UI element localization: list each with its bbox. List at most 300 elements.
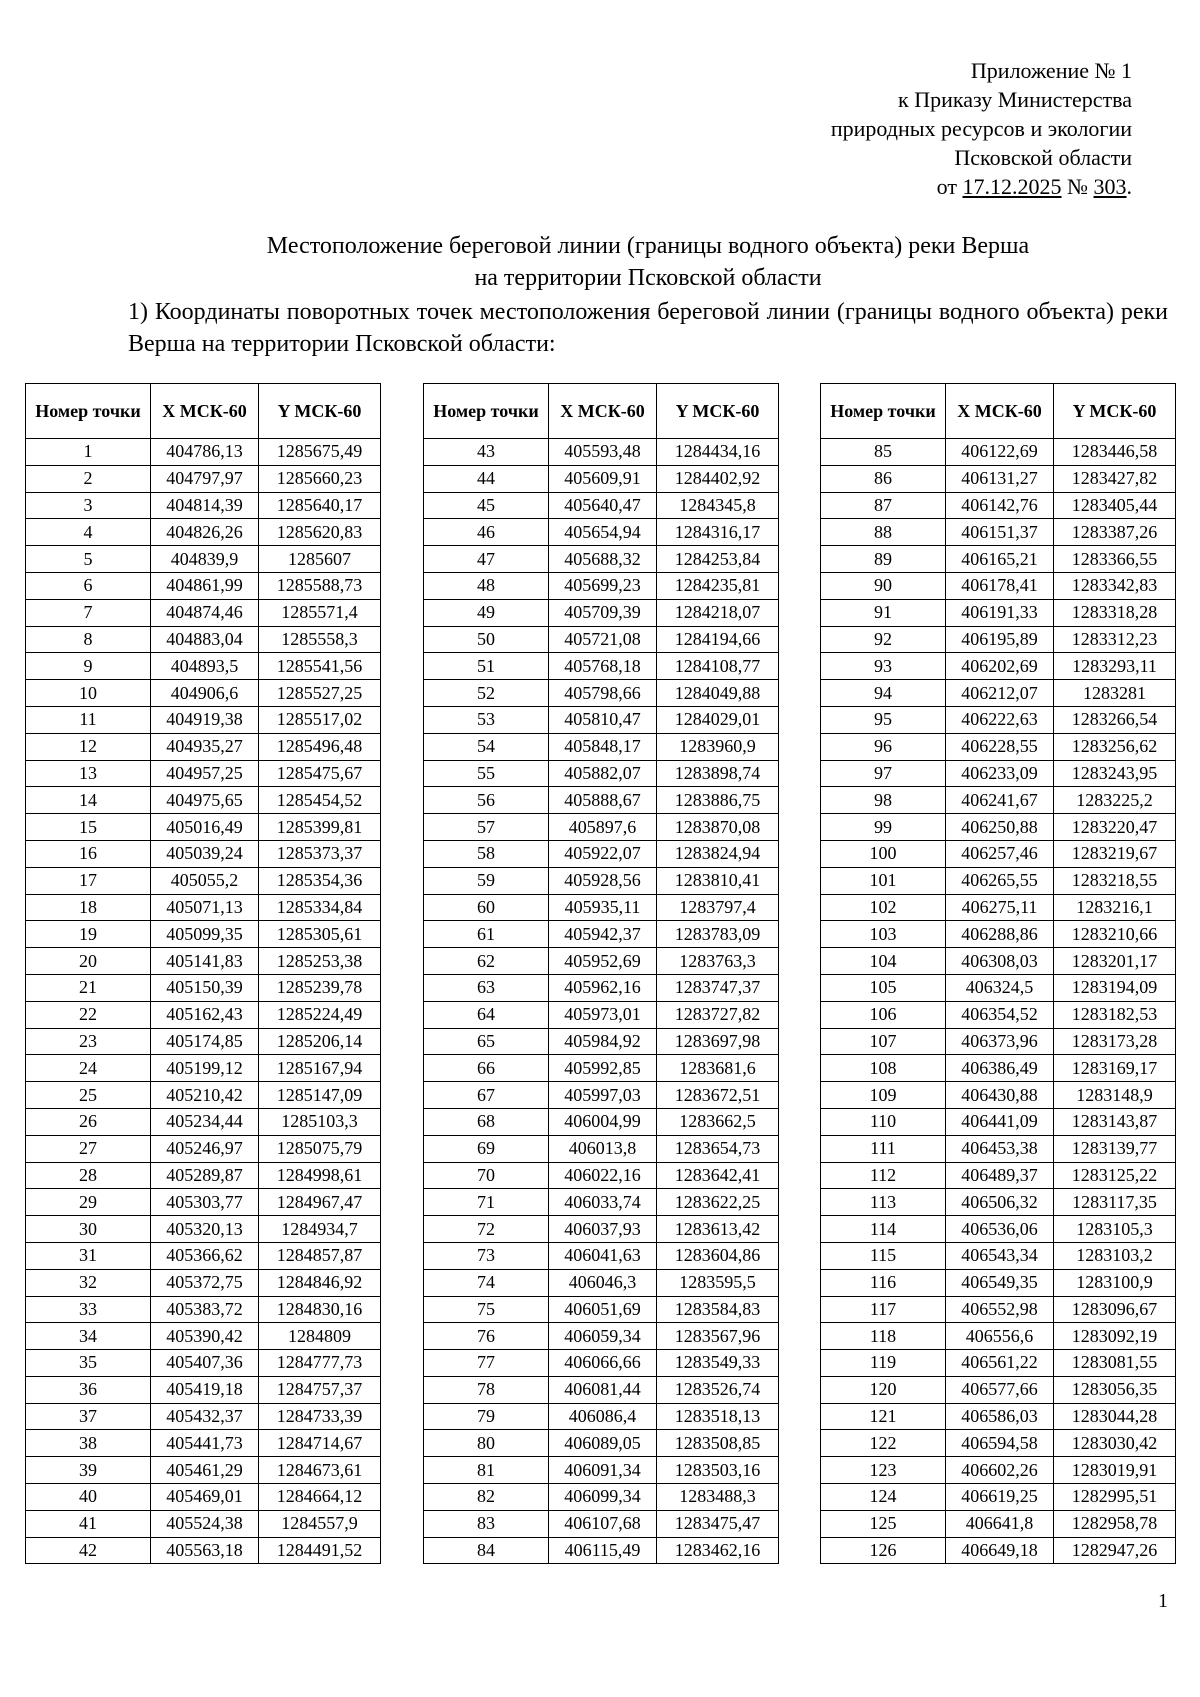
- y-coordinate-cell: 1283096,67: [1054, 1296, 1176, 1323]
- x-coordinate-cell: 405441,73: [151, 1430, 259, 1457]
- y-coordinate-cell: 1285334,84: [259, 894, 381, 921]
- table-row: [424, 814, 779, 841]
- table-row: [26, 1350, 381, 1377]
- table-row: [821, 1082, 1176, 1109]
- point-number-cell: 57: [424, 814, 549, 841]
- y-coordinate-cell: 1283604,86: [657, 1242, 779, 1269]
- x-coordinate-cell: 406033,74: [549, 1189, 657, 1216]
- x-coordinate-cell: 405469,01: [151, 1484, 259, 1511]
- x-coordinate-cell: 406619,25: [946, 1484, 1054, 1511]
- header-point-number: Номер точки: [26, 384, 151, 439]
- point-number-cell: 51: [424, 653, 549, 680]
- point-number-cell: 54: [424, 733, 549, 760]
- point-number-cell: 66: [424, 1055, 549, 1082]
- y-coordinate-cell: 1283293,11: [1054, 653, 1176, 680]
- point-number-cell: 43: [424, 439, 549, 466]
- header-suffix: .: [1126, 174, 1132, 199]
- table-row: [26, 492, 381, 519]
- table-row: [26, 1162, 381, 1189]
- point-number-cell: 17: [26, 867, 151, 894]
- x-coordinate-cell: 406013,8: [549, 1135, 657, 1162]
- x-coordinate-cell: 404893,5: [151, 653, 259, 680]
- point-number-cell: 92: [821, 626, 946, 653]
- x-coordinate-cell: 406066,66: [549, 1350, 657, 1377]
- y-coordinate-cell: 1285620,83: [259, 519, 381, 546]
- y-coordinate-cell: 1283526,74: [657, 1376, 779, 1403]
- table-row: [424, 1430, 779, 1457]
- y-coordinate-cell: 1285305,61: [259, 921, 381, 948]
- y-coordinate-cell: 1285640,17: [259, 492, 381, 519]
- x-coordinate-cell: 406308,03: [946, 948, 1054, 975]
- header-line-region: Псковской области: [954, 145, 1132, 170]
- x-coordinate-cell: 405246,97: [151, 1135, 259, 1162]
- table-row: [821, 894, 1176, 921]
- y-coordinate-cell: 1284809: [259, 1323, 381, 1350]
- x-coordinate-cell: 405432,37: [151, 1403, 259, 1430]
- point-number-cell: 32: [26, 1269, 151, 1296]
- x-coordinate-cell: 405383,72: [151, 1296, 259, 1323]
- y-coordinate-cell: 1283747,37: [657, 974, 779, 1001]
- x-coordinate-cell: 406212,07: [946, 680, 1054, 707]
- y-coordinate-cell: 1283125,22: [1054, 1162, 1176, 1189]
- x-coordinate-cell: 405848,17: [549, 733, 657, 760]
- table-row: [424, 1376, 779, 1403]
- y-coordinate-cell: 1283100,9: [1054, 1269, 1176, 1296]
- x-coordinate-cell: 406041,63: [549, 1242, 657, 1269]
- coordinates-table-3: [820, 383, 1176, 1564]
- point-number-cell: 81: [424, 1457, 549, 1484]
- x-coordinate-cell: 405882,07: [549, 760, 657, 787]
- table-row: [821, 921, 1176, 948]
- y-coordinate-cell: 1283662,5: [657, 1108, 779, 1135]
- y-coordinate-cell: 1284253,84: [657, 546, 779, 573]
- header-y-coordinate: Y МСК-60: [1054, 384, 1176, 439]
- table-row: [821, 1376, 1176, 1403]
- x-coordinate-cell: 405992,85: [549, 1055, 657, 1082]
- table-row: [821, 1296, 1176, 1323]
- x-coordinate-cell: 404919,38: [151, 706, 259, 733]
- table-row: [26, 948, 381, 975]
- x-coordinate-cell: 405524,38: [151, 1510, 259, 1537]
- point-number-cell: 62: [424, 948, 549, 975]
- table-row: [821, 760, 1176, 787]
- x-coordinate-cell: 406046,3: [549, 1269, 657, 1296]
- y-coordinate-cell: 1285103,3: [259, 1108, 381, 1135]
- table-row: [821, 948, 1176, 975]
- table-row: [424, 519, 779, 546]
- table-row: [821, 1510, 1176, 1537]
- point-number-cell: 71: [424, 1189, 549, 1216]
- x-coordinate-cell: 406142,76: [946, 492, 1054, 519]
- table-header-row: [424, 384, 779, 439]
- x-coordinate-cell: 404957,25: [151, 760, 259, 787]
- y-coordinate-cell: 1285224,49: [259, 1001, 381, 1028]
- point-number-cell: 115: [821, 1242, 946, 1269]
- y-coordinate-cell: 1284218,07: [657, 599, 779, 626]
- y-coordinate-cell: 1285373,37: [259, 840, 381, 867]
- y-coordinate-cell: 1283216,1: [1054, 894, 1176, 921]
- y-coordinate-cell: 1283148,9: [1054, 1082, 1176, 1109]
- y-coordinate-cell: 1283105,3: [1054, 1216, 1176, 1243]
- y-coordinate-cell: 1283462,16: [657, 1537, 779, 1564]
- point-number-cell: 101: [821, 867, 946, 894]
- x-coordinate-cell: 406649,18: [946, 1537, 1054, 1564]
- x-coordinate-cell: 406165,21: [946, 546, 1054, 573]
- x-coordinate-cell: 406594,58: [946, 1430, 1054, 1457]
- table-row: [26, 1216, 381, 1243]
- y-coordinate-cell: 1283256,62: [1054, 733, 1176, 760]
- table-row: [26, 599, 381, 626]
- table-row: [821, 706, 1176, 733]
- y-coordinate-cell: 1284029,01: [657, 706, 779, 733]
- table-row: [26, 1135, 381, 1162]
- y-coordinate-cell: 1283672,51: [657, 1082, 779, 1109]
- point-number-cell: 15: [26, 814, 151, 841]
- x-coordinate-cell: 405563,18: [151, 1537, 259, 1564]
- x-coordinate-cell: 404826,26: [151, 519, 259, 546]
- y-coordinate-cell: 1285496,48: [259, 733, 381, 760]
- table-row: [821, 1269, 1176, 1296]
- table-row: [821, 867, 1176, 894]
- table-row: [26, 867, 381, 894]
- point-number-cell: 60: [424, 894, 549, 921]
- point-number-cell: 3: [26, 492, 151, 519]
- point-number-cell: 28: [26, 1162, 151, 1189]
- x-coordinate-cell: 404786,13: [151, 439, 259, 466]
- x-coordinate-cell: 405973,01: [549, 1001, 657, 1028]
- x-coordinate-cell: 406489,37: [946, 1162, 1054, 1189]
- table-row: [26, 680, 381, 707]
- y-coordinate-cell: 1284049,88: [657, 680, 779, 707]
- point-number-cell: 117: [821, 1296, 946, 1323]
- point-number-cell: 67: [424, 1082, 549, 1109]
- point-number-cell: 59: [424, 867, 549, 894]
- y-coordinate-cell: 1284846,92: [259, 1269, 381, 1296]
- x-coordinate-cell: 404883,04: [151, 626, 259, 653]
- y-coordinate-cell: 1283697,98: [657, 1028, 779, 1055]
- x-coordinate-cell: 405997,03: [549, 1082, 657, 1109]
- table-row: [821, 1028, 1176, 1055]
- x-coordinate-cell: 405390,42: [151, 1323, 259, 1350]
- table-row: [26, 1484, 381, 1511]
- point-number-cell: 52: [424, 680, 549, 707]
- x-coordinate-cell: 405372,75: [151, 1269, 259, 1296]
- table-header-row: [26, 384, 381, 439]
- x-coordinate-cell: 406536,06: [946, 1216, 1054, 1243]
- y-coordinate-cell: 1284934,7: [259, 1216, 381, 1243]
- table-row: [26, 921, 381, 948]
- y-coordinate-cell: 1284235,81: [657, 572, 779, 599]
- section-heading: 1) Координаты поворотных точек местоположения береговой линии (границы водного объекта) реки Верша на территории Псковской области:: [128, 299, 1168, 357]
- x-coordinate-cell: 405289,87: [151, 1162, 259, 1189]
- y-coordinate-cell: 1284757,37: [259, 1376, 381, 1403]
- table-row: [424, 1296, 779, 1323]
- table-row: [821, 439, 1176, 466]
- x-coordinate-cell: 406131,27: [946, 465, 1054, 492]
- table-row: [424, 626, 779, 653]
- y-coordinate-cell: 1284777,73: [259, 1350, 381, 1377]
- header-line-order: к Приказу Министерства: [898, 87, 1132, 112]
- y-coordinate-cell: 1283584,83: [657, 1296, 779, 1323]
- x-coordinate-cell: 406051,69: [549, 1296, 657, 1323]
- point-number-cell: 56: [424, 787, 549, 814]
- y-coordinate-cell: 1285147,09: [259, 1082, 381, 1109]
- x-coordinate-cell: 406561,22: [946, 1350, 1054, 1377]
- point-number-cell: 110: [821, 1108, 946, 1135]
- point-number-cell: 125: [821, 1510, 946, 1537]
- x-coordinate-cell: 405699,23: [549, 572, 657, 599]
- point-number-cell: 39: [26, 1457, 151, 1484]
- y-coordinate-cell: 1284664,12: [259, 1484, 381, 1511]
- point-number-cell: 63: [424, 974, 549, 1001]
- table-row: [26, 1189, 381, 1216]
- y-coordinate-cell: 1283366,55: [1054, 546, 1176, 573]
- y-coordinate-cell: 1283427,82: [1054, 465, 1176, 492]
- table-row: [821, 1537, 1176, 1564]
- point-number-cell: 44: [424, 465, 549, 492]
- point-number-cell: 89: [821, 546, 946, 573]
- table-row: [26, 894, 381, 921]
- y-coordinate-cell: 1283092,19: [1054, 1323, 1176, 1350]
- header-line-ministry: природных ресурсов и экологии: [830, 116, 1132, 141]
- table-row: [26, 546, 381, 573]
- x-coordinate-cell: 406037,93: [549, 1216, 657, 1243]
- y-coordinate-cell: 1283220,47: [1054, 814, 1176, 841]
- y-coordinate-cell: 1283503,16: [657, 1457, 779, 1484]
- x-coordinate-cell: 405055,2: [151, 867, 259, 894]
- y-coordinate-cell: 1284714,67: [259, 1430, 381, 1457]
- y-coordinate-cell: 1284998,61: [259, 1162, 381, 1189]
- point-number-cell: 88: [821, 519, 946, 546]
- y-coordinate-cell: 1283886,75: [657, 787, 779, 814]
- x-coordinate-cell: 405897,6: [549, 814, 657, 841]
- point-number-cell: 79: [424, 1403, 549, 1430]
- x-coordinate-cell: 405709,39: [549, 599, 657, 626]
- y-coordinate-cell: 1283727,82: [657, 1001, 779, 1028]
- y-coordinate-cell: 1283567,96: [657, 1323, 779, 1350]
- point-number-cell: 119: [821, 1350, 946, 1377]
- table-row: [26, 1001, 381, 1028]
- table-row: [821, 1403, 1176, 1430]
- table-row: [821, 1162, 1176, 1189]
- point-number-cell: 27: [26, 1135, 151, 1162]
- y-coordinate-cell: 1285167,94: [259, 1055, 381, 1082]
- table-row: [26, 519, 381, 546]
- table-row: [424, 1082, 779, 1109]
- x-coordinate-cell: 406202,69: [946, 653, 1054, 680]
- table-row: [821, 599, 1176, 626]
- table-row: [26, 1510, 381, 1537]
- table-row: [821, 814, 1176, 841]
- x-coordinate-cell: 405141,83: [151, 948, 259, 975]
- point-number-cell: 126: [821, 1537, 946, 1564]
- table-row: [26, 1055, 381, 1082]
- point-number-cell: 53: [424, 706, 549, 733]
- x-coordinate-cell: 405654,94: [549, 519, 657, 546]
- table-row: [26, 760, 381, 787]
- y-coordinate-cell: 1285206,14: [259, 1028, 381, 1055]
- header-date-prefix: от: [936, 174, 957, 199]
- point-number-cell: 19: [26, 921, 151, 948]
- x-coordinate-cell: 406354,52: [946, 1001, 1054, 1028]
- x-coordinate-cell: 405234,44: [151, 1108, 259, 1135]
- point-number-cell: 74: [424, 1269, 549, 1296]
- x-coordinate-cell: 405922,07: [549, 840, 657, 867]
- x-coordinate-cell: 405366,62: [151, 1242, 259, 1269]
- table-row: [821, 733, 1176, 760]
- point-number-cell: 83: [424, 1510, 549, 1537]
- y-coordinate-cell: 1285475,67: [259, 760, 381, 787]
- point-number-cell: 124: [821, 1484, 946, 1511]
- table-row: [26, 1323, 381, 1350]
- y-coordinate-cell: 1282947,26: [1054, 1537, 1176, 1564]
- x-coordinate-cell: 404814,39: [151, 492, 259, 519]
- table-row: [26, 1403, 381, 1430]
- y-coordinate-cell: 1283056,35: [1054, 1376, 1176, 1403]
- y-coordinate-cell: 1283870,08: [657, 814, 779, 841]
- point-number-cell: 11: [26, 706, 151, 733]
- x-coordinate-cell: 406324,5: [946, 974, 1054, 1001]
- point-number-cell: 18: [26, 894, 151, 921]
- y-coordinate-cell: 1283312,23: [1054, 626, 1176, 653]
- table-row: [821, 787, 1176, 814]
- table-row: [821, 572, 1176, 599]
- x-coordinate-cell: 406022,16: [549, 1162, 657, 1189]
- point-number-cell: 73: [424, 1242, 549, 1269]
- table-row: [821, 1216, 1176, 1243]
- point-number-cell: 100: [821, 840, 946, 867]
- x-coordinate-cell: 406233,09: [946, 760, 1054, 787]
- y-coordinate-cell: 1283960,9: [657, 733, 779, 760]
- x-coordinate-cell: 406115,49: [549, 1537, 657, 1564]
- point-number-cell: 61: [424, 921, 549, 948]
- table-row: [26, 1108, 381, 1135]
- table-row: [821, 1108, 1176, 1135]
- x-coordinate-cell: 405609,91: [549, 465, 657, 492]
- x-coordinate-cell: 406602,26: [946, 1457, 1054, 1484]
- y-coordinate-cell: 1283143,87: [1054, 1108, 1176, 1135]
- point-number-cell: 75: [424, 1296, 549, 1323]
- table-row: [424, 1510, 779, 1537]
- header-y-coordinate: Y МСК-60: [259, 384, 381, 439]
- point-number-cell: 104: [821, 948, 946, 975]
- point-number-cell: 103: [821, 921, 946, 948]
- x-coordinate-cell: 406265,55: [946, 867, 1054, 894]
- table-row: [424, 1269, 779, 1296]
- y-coordinate-cell: 1283783,09: [657, 921, 779, 948]
- point-number-cell: 120: [821, 1376, 946, 1403]
- table-row: [424, 1350, 779, 1377]
- point-number-cell: 24: [26, 1055, 151, 1082]
- point-number-cell: 72: [424, 1216, 549, 1243]
- point-number-cell: 70: [424, 1162, 549, 1189]
- x-coordinate-cell: 406373,96: [946, 1028, 1054, 1055]
- header-line-appendix: Приложение № 1: [970, 58, 1132, 83]
- y-coordinate-cell: 1285571,4: [259, 599, 381, 626]
- y-coordinate-cell: 1283281: [1054, 680, 1176, 707]
- y-coordinate-cell: 1283182,53: [1054, 1001, 1176, 1028]
- table-row: [821, 1323, 1176, 1350]
- point-number-cell: 91: [821, 599, 946, 626]
- x-coordinate-cell: 405798,66: [549, 680, 657, 707]
- x-coordinate-cell: 404975,65: [151, 787, 259, 814]
- y-coordinate-cell: 1283201,17: [1054, 948, 1176, 975]
- point-number-cell: 31: [26, 1242, 151, 1269]
- point-number-cell: 93: [821, 653, 946, 680]
- table-row: [26, 1296, 381, 1323]
- table-row: [424, 894, 779, 921]
- x-coordinate-cell: 406453,38: [946, 1135, 1054, 1162]
- x-coordinate-cell: 405721,08: [549, 626, 657, 653]
- x-coordinate-cell: 405962,16: [549, 974, 657, 1001]
- y-coordinate-cell: 1283194,09: [1054, 974, 1176, 1001]
- x-coordinate-cell: 406241,67: [946, 787, 1054, 814]
- y-coordinate-cell: 1282958,78: [1054, 1510, 1176, 1537]
- point-number-cell: 7: [26, 599, 151, 626]
- x-coordinate-cell: 406549,35: [946, 1269, 1054, 1296]
- table-row: [821, 1484, 1176, 1511]
- y-coordinate-cell: 1285675,49: [259, 439, 381, 466]
- table-row: [26, 1430, 381, 1457]
- y-coordinate-cell: 1285660,23: [259, 465, 381, 492]
- y-coordinate-cell: 1283810,41: [657, 867, 779, 894]
- x-coordinate-cell: 406641,8: [946, 1510, 1054, 1537]
- point-number-cell: 25: [26, 1082, 151, 1109]
- y-coordinate-cell: 1284316,17: [657, 519, 779, 546]
- point-number-cell: 118: [821, 1323, 946, 1350]
- header-date: 17.12.2025: [962, 174, 1062, 199]
- table-row: [26, 626, 381, 653]
- y-coordinate-cell: 1283210,66: [1054, 921, 1176, 948]
- y-coordinate-cell: 1285588,73: [259, 572, 381, 599]
- x-coordinate-cell: 406556,6: [946, 1323, 1054, 1350]
- y-coordinate-cell: 1283518,13: [657, 1403, 779, 1430]
- x-coordinate-cell: 406191,33: [946, 599, 1054, 626]
- x-coordinate-cell: 405942,37: [549, 921, 657, 948]
- x-coordinate-cell: 406275,11: [946, 894, 1054, 921]
- y-coordinate-cell: 1283763,3: [657, 948, 779, 975]
- table-row: [424, 1242, 779, 1269]
- table-row: [26, 439, 381, 466]
- x-coordinate-cell: 406288,86: [946, 921, 1054, 948]
- x-coordinate-cell: 405210,42: [151, 1082, 259, 1109]
- header-number: 303: [1093, 174, 1127, 199]
- header-point-number: Номер точки: [424, 384, 549, 439]
- table-row: [26, 1242, 381, 1269]
- y-coordinate-cell: 1285558,3: [259, 626, 381, 653]
- point-number-cell: 77: [424, 1350, 549, 1377]
- table-row: [424, 599, 779, 626]
- point-number-cell: 35: [26, 1350, 151, 1377]
- y-coordinate-cell: 1282995,51: [1054, 1484, 1176, 1511]
- point-number-cell: 122: [821, 1430, 946, 1457]
- y-coordinate-cell: 1283549,33: [657, 1350, 779, 1377]
- x-coordinate-cell: 406178,41: [946, 572, 1054, 599]
- table-row: [821, 1055, 1176, 1082]
- header-y-coordinate: Y МСК-60: [657, 384, 779, 439]
- x-coordinate-cell: 405016,49: [151, 814, 259, 841]
- y-coordinate-cell: 1283508,85: [657, 1430, 779, 1457]
- point-number-cell: 121: [821, 1403, 946, 1430]
- y-coordinate-cell: 1283613,42: [657, 1216, 779, 1243]
- point-number-cell: 37: [26, 1403, 151, 1430]
- y-coordinate-cell: 1283342,83: [1054, 572, 1176, 599]
- x-coordinate-cell: 405952,69: [549, 948, 657, 975]
- y-coordinate-cell: 1283266,54: [1054, 706, 1176, 733]
- y-coordinate-cell: 1283642,41: [657, 1162, 779, 1189]
- x-coordinate-cell: 405039,24: [151, 840, 259, 867]
- point-number-cell: 114: [821, 1216, 946, 1243]
